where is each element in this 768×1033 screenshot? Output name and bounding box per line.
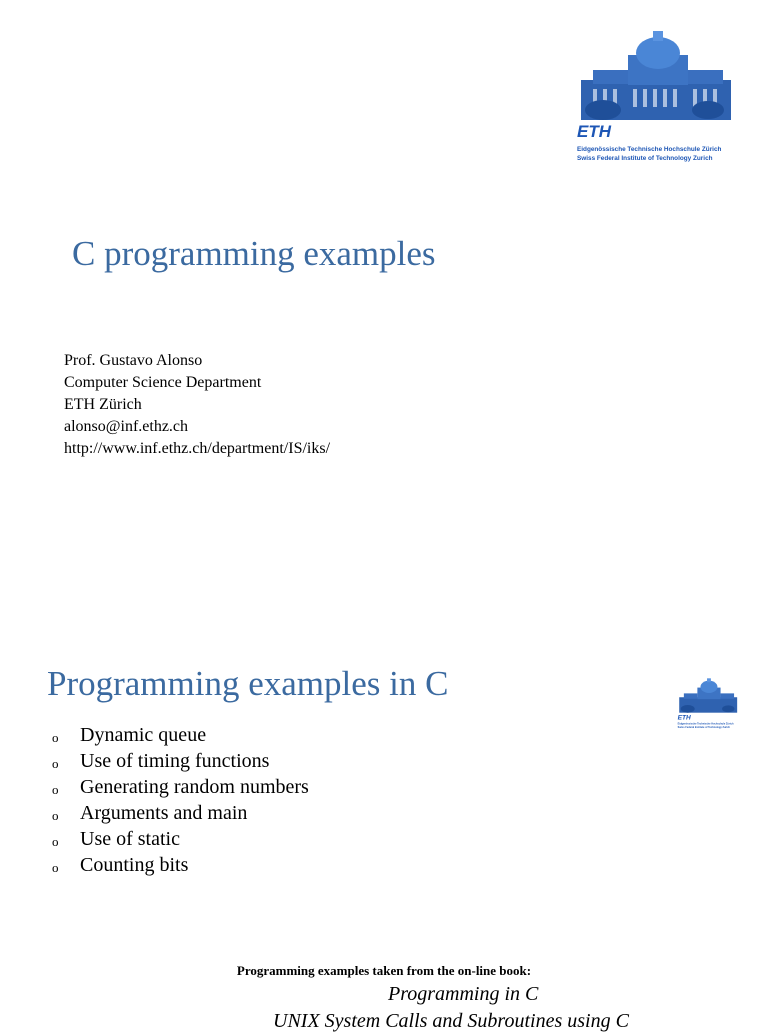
list-item [50,774,309,800]
list-item [50,826,309,852]
list-item-label: Dynamic queue [80,724,207,746]
bullet-icon: o [52,756,59,771]
slide-title: C programming examples [72,234,436,273]
eth-building-icon [679,678,737,712]
bullet-icon: o [52,782,59,797]
eth-logo-small [676,676,740,732]
bullet-icon: o [52,834,59,849]
list-item-label: Use of static [80,828,180,850]
eth-logo [573,25,738,170]
list-item [50,852,309,878]
svg-text:ETH: ETH [677,714,691,722]
bullet-icon: o [52,860,59,875]
author-name: Prof. Gustavo Alonso [64,352,203,369]
svg-text:Eidgenössische Technische Hoch: Eidgenössische Technische Hochschule Zürich [677,722,734,726]
list-item [50,748,309,774]
svg-text:Swiss Federal Institute of Tec: Swiss Federal Institute of Technology Zurich [577,155,713,162]
list-item [50,722,309,748]
author-department: Computer Science Department [64,374,262,391]
list-item-label: Use of timing functions [80,750,270,772]
list-item [50,800,309,826]
svg-text:Swiss Federal Institute of Tec: Swiss Federal Institute of Technology Zurich [677,726,731,730]
examples-list [50,722,309,878]
book-title-line2: UNIX System Calls and Subroutines using C [273,1010,629,1032]
author-url[interactable]: http://www.inf.ethz.ch/department/IS/iks/ [64,440,331,457]
book-title-line1: Programming in C [388,983,539,1005]
author-email[interactable]: alonso@inf.ethz.ch [64,418,189,435]
eth-building-icon [581,31,731,120]
list-item-label: Counting bits [80,854,189,876]
svg-text:ETH: ETH [577,122,611,141]
source-note: Programming examples taken from the on-line book: [236,963,532,978]
bullet-icon: o [52,730,59,745]
author-institution: ETH Zürich [64,396,142,413]
author-info [64,350,330,460]
svg-text:Eidgenössische Technische Hoch: Eidgenössische Technische Hochschule Zürich [577,146,722,153]
list-item-label: Generating random numbers [80,776,309,798]
list-item-label: Arguments and main [80,802,248,824]
content-slide-title: Programming examples in C [47,664,449,703]
bullet-icon: o [52,808,59,823]
